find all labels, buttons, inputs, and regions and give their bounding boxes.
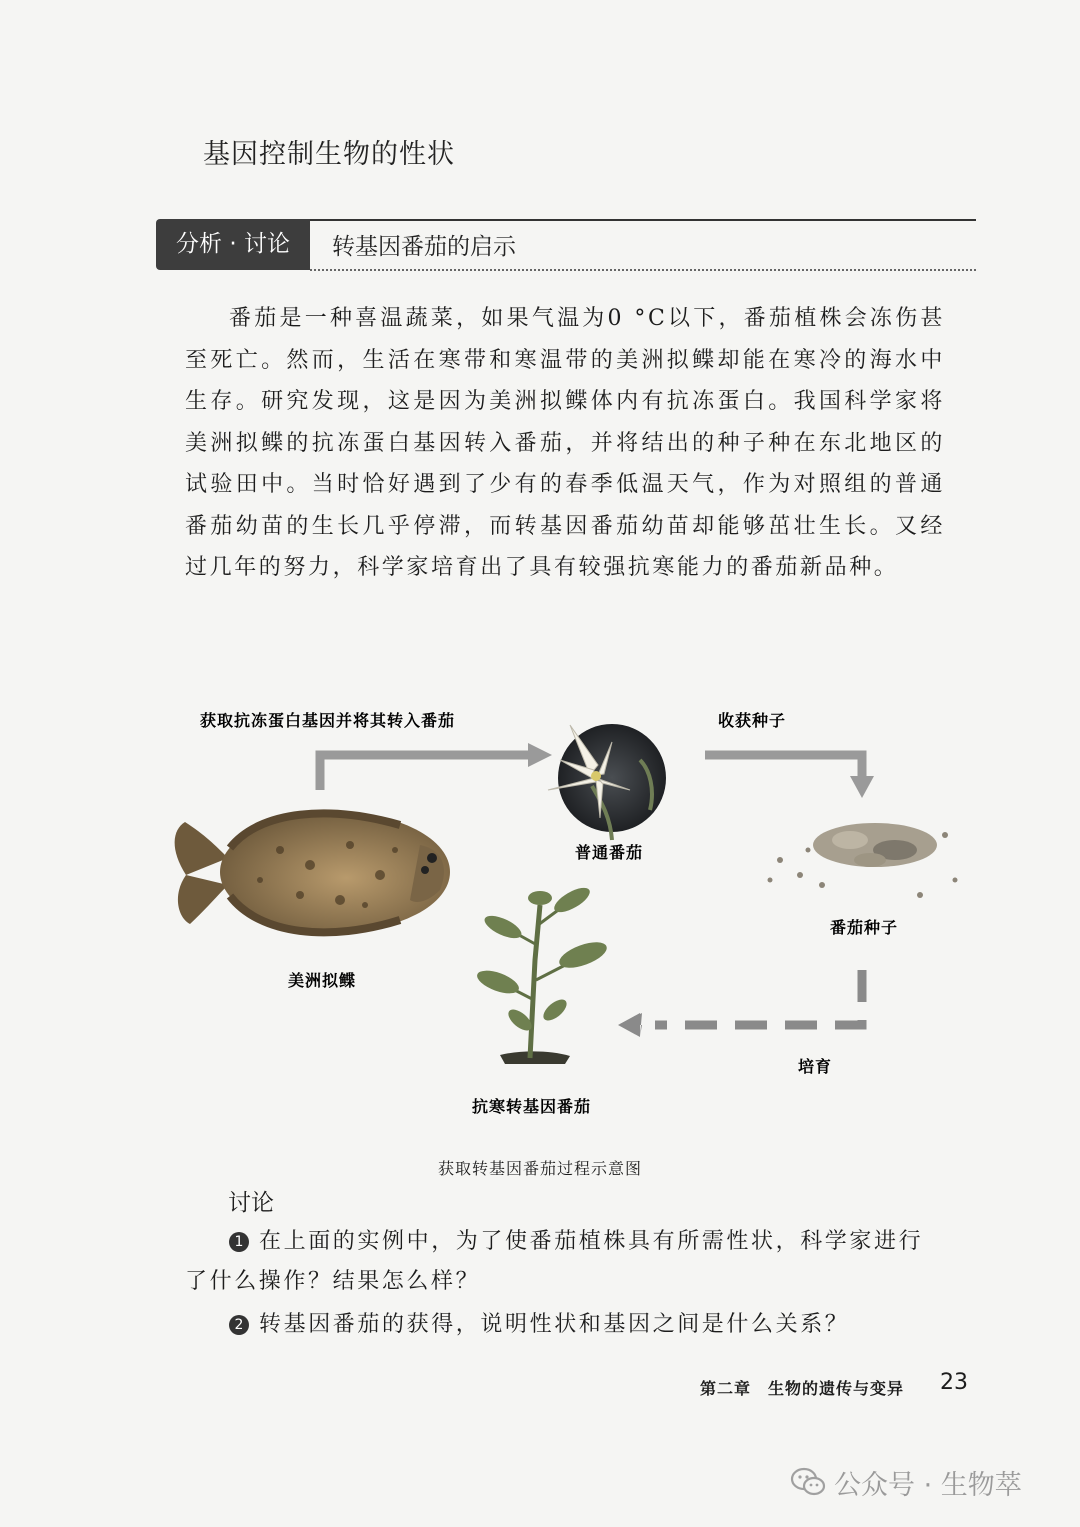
question-number: 2 <box>229 1315 249 1335</box>
body-paragraph <box>185 298 945 589</box>
label-tomato-seeds: 番茄种子 <box>830 918 899 937</box>
header-bottom-rule <box>310 269 976 271</box>
analysis-tag: 分析 · 讨论 <box>156 219 310 270</box>
section-title: 基因控制生物的性状 <box>203 139 455 170</box>
question-number: 1 <box>229 1232 249 1252</box>
arrow-label-harvest: 收获种子 <box>718 711 787 730</box>
watermark <box>790 1460 1022 1504</box>
discussion-heading: 讨论 <box>228 1190 274 1216</box>
footer-chapter: 第二章 生物的遗传与变异 <box>700 1379 905 1398</box>
tomato-seeds-image <box>768 823 958 898</box>
tomato-flower-image <box>548 724 666 840</box>
question-text: 转基因番茄的获得，说明性状和基因之间是什么关系？ <box>259 1312 850 1337</box>
arrow-cultivate <box>618 970 862 1037</box>
label-ordinary-tomato: 普通番茄 <box>575 843 644 862</box>
label-flounder: 美洲拟鲽 <box>288 971 357 990</box>
discussion-question-2 <box>185 1305 945 1345</box>
discussion-question-1 <box>185 1222 945 1302</box>
watermark-text: 公众号 · 生物萃 <box>834 1469 1022 1501</box>
figure-caption: 获取转基因番茄过程示意图 <box>437 1159 642 1178</box>
process-diagram <box>0 690 1080 1150</box>
box-title: 转基因番茄的启示 <box>332 234 516 260</box>
transgenic-tomato-plant-image <box>474 883 610 1064</box>
wechat-icon <box>790 1467 826 1497</box>
analysis-box-header <box>156 216 976 272</box>
label-transgenic-tomato: 抗寒转基因番茄 <box>472 1097 592 1116</box>
flounder-fish-image <box>175 812 450 932</box>
arrow-label-transfer: 获取抗冻蛋白基因并将其转入番茄 <box>200 711 456 730</box>
arrow-transfer <box>320 743 552 790</box>
arrow-label-cultivate: 培育 <box>798 1057 833 1076</box>
question-text: 在上面的实例中，为了使番茄植株具有所需性状，科学家进行了什么操作？结果怎么样？ <box>185 1229 924 1294</box>
header-top-rule <box>310 219 976 221</box>
arrow-harvest <box>705 755 874 798</box>
body-paragraph-text: 番茄是一种喜温蔬菜，如果气温为0 °C以下，番茄植株会冻伤甚至死亡。然而，生活在寒带和寒温带的美洲拟鲽却能在寒冷的海水中生存。研究发现，这是因为美洲拟鲽体内有抗冻蛋白。我国科学家将美洲拟鲽的抗冻蛋白基因转入番茄，并将结出的种子种在东北地区的试验田中。当时恰好遇到了少有的春季低温天气，作为对照组的普通番茄幼苗的生长几乎停滞，而转基因番茄幼苗却能够茁壮生长。又经过几年的努力，科学家培育出了具有较强抗寒能力的番茄新品种。 <box>185 306 945 580</box>
page-number: 23 <box>940 1370 968 1395</box>
